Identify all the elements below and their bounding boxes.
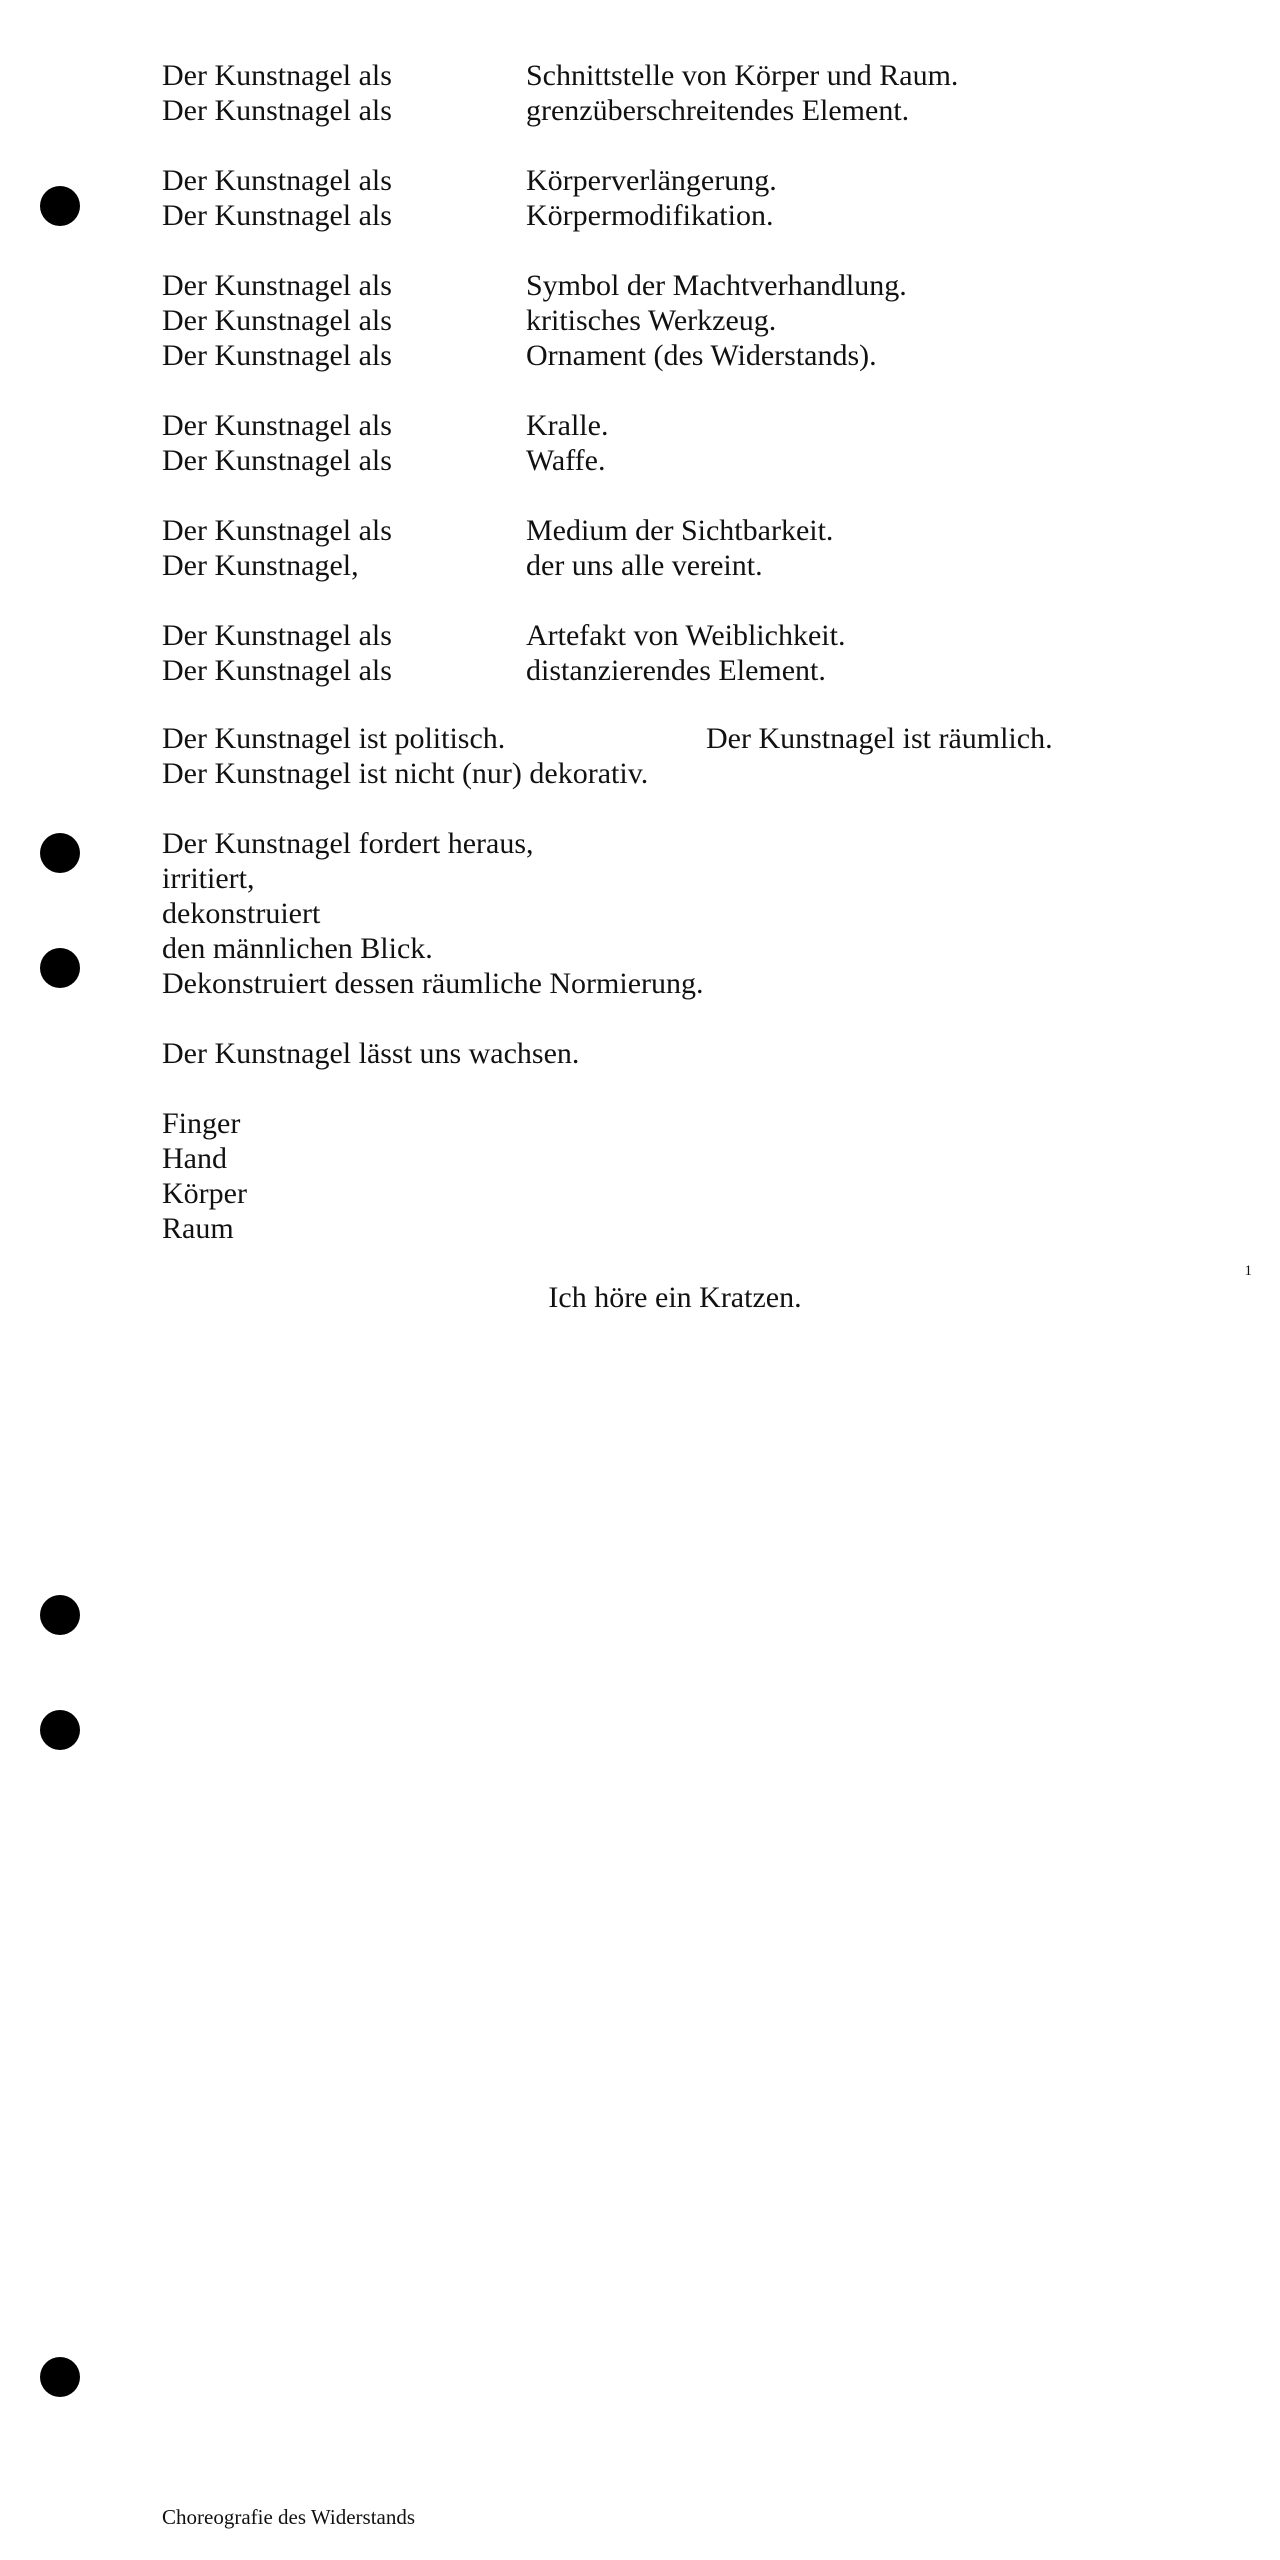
sequence-item: Körper	[162, 1177, 247, 1210]
stanza-row	[162, 618, 1162, 653]
row-left: Der Kunstnagel als	[162, 304, 392, 337]
stanza-row	[162, 268, 1162, 303]
stanza-row	[162, 408, 1162, 443]
row-left: Der Kunstnagel als	[162, 654, 392, 687]
row-left: Der Kunstnagel als	[162, 269, 392, 302]
stanza-row	[162, 198, 1162, 233]
row-left: Der Kunstnagel,	[162, 549, 359, 582]
politics-left: Der Kunstnagel ist politisch.	[162, 722, 506, 755]
grow-text: Der Kunstnagel lässt uns wachsen.	[162, 1037, 580, 1070]
punch-hole	[40, 948, 80, 988]
row-right: kritisches Werkzeug.	[526, 304, 777, 337]
page-number: 1	[1244, 1263, 1252, 1279]
row-left: Der Kunstnagel als	[162, 339, 392, 372]
punch-hole	[40, 2357, 80, 2397]
stanza-row	[162, 338, 1162, 373]
row-right: Medium der Sichtbarkeit.	[526, 514, 834, 547]
challenge-line: irritiert,	[162, 862, 255, 895]
stanza-row	[162, 548, 1162, 583]
row-left: Der Kunstnagel als	[162, 409, 392, 442]
sequence-item: Raum	[162, 1212, 234, 1245]
row-left: Der Kunstnagel als	[162, 164, 392, 197]
stanza-3	[162, 268, 1162, 373]
row-right: Ornament (des Widerstands).	[526, 339, 877, 372]
grow-line	[162, 1036, 579, 1071]
row-right: distanzierendes Element.	[526, 654, 826, 687]
stanza-5	[162, 513, 1162, 583]
punch-hole	[40, 186, 80, 226]
row-left: Der Kunstnagel als	[162, 199, 392, 232]
row-right: Körpermodifikation.	[526, 199, 774, 232]
stanza-row	[162, 93, 1162, 128]
politics-second: Der Kunstnagel ist nicht (nur) dekorativ.	[162, 757, 649, 790]
row-left: Der Kunstnagel als	[162, 514, 392, 547]
stanza-row	[162, 513, 1162, 548]
scratch-line: Ich höre ein Kratzen.	[548, 1281, 802, 1314]
row-right: Symbol der Machtverhandlung.	[526, 269, 907, 302]
challenge-line: Dekonstruiert dessen räumliche Normierung.	[162, 967, 704, 1000]
row-left: Der Kunstnagel als	[162, 94, 392, 127]
stanza-row	[162, 163, 1162, 198]
row-right: Waffe.	[526, 444, 606, 477]
row-right: grenzüberschreitendes Element.	[526, 94, 910, 127]
stanza-1	[162, 58, 1162, 128]
challenge-stanza	[162, 826, 704, 1001]
sequence-item: Finger	[162, 1107, 241, 1140]
row-left: Der Kunstnagel als	[162, 59, 392, 92]
politics-row	[162, 721, 1162, 756]
sequence-stanza	[162, 1106, 247, 1246]
politics-right: Der Kunstnagel ist räumlich.	[706, 722, 1053, 755]
punch-hole	[40, 833, 80, 873]
stanza-row	[162, 303, 1162, 338]
challenge-line: Der Kunstnagel fordert heraus,	[162, 827, 534, 860]
punch-hole	[40, 1710, 80, 1750]
stanza-6	[162, 618, 1162, 688]
footer-title: Choreografie des Widerstands	[162, 2505, 416, 2529]
punch-hole	[40, 1595, 80, 1635]
politics-row	[162, 756, 1162, 791]
stanza-row	[162, 653, 1162, 688]
row-right: Kralle.	[526, 409, 609, 442]
row-left: Der Kunstnagel als	[162, 619, 392, 652]
stanza-row	[162, 443, 1162, 478]
sequence-item: Hand	[162, 1142, 227, 1175]
row-right: Körperverlängerung.	[526, 164, 777, 197]
row-left: Der Kunstnagel als	[162, 444, 392, 477]
stanza-row	[162, 58, 1162, 93]
politics-stanza	[162, 721, 1162, 791]
row-right: Artefakt von Weiblichkeit.	[526, 619, 846, 652]
challenge-line: dekonstruiert	[162, 897, 321, 930]
stanza-4	[162, 408, 1162, 478]
stanza-2	[162, 163, 1162, 233]
row-right: der uns alle vereint.	[526, 549, 763, 582]
challenge-line: den männlichen Blick.	[162, 932, 433, 965]
row-right: Schnittstelle von Körper und Raum.	[526, 59, 959, 92]
